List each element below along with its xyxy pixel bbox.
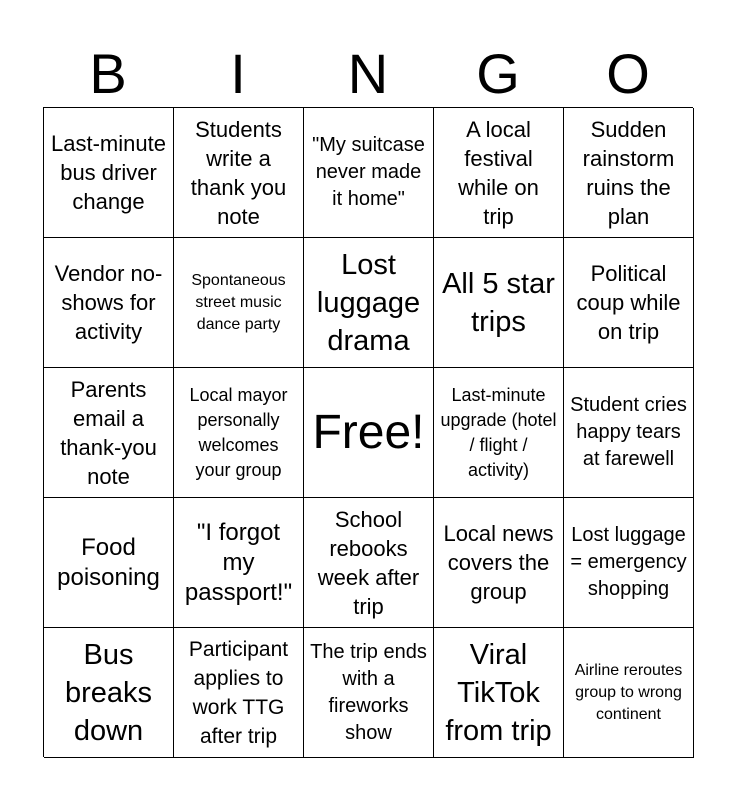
- bingo-cell[interactable]: Local mayor personally welcomes your group: [174, 368, 304, 498]
- bingo-cell[interactable]: "I forgot my passport!": [174, 498, 304, 628]
- bingo-cell[interactable]: Sudden rainstorm ruins the plan: [564, 108, 694, 238]
- header-letter-i: I: [230, 42, 246, 105]
- bingo-cell[interactable]: Bus breaks down: [44, 628, 174, 758]
- bingo-cell[interactable]: Student cries happy tears at farewell: [564, 368, 694, 498]
- bingo-cell[interactable]: Spontaneous street music dance party: [174, 238, 304, 368]
- bingo-free-cell[interactable]: Free!: [304, 368, 434, 498]
- bingo-cell[interactable]: Lost luggage drama: [304, 238, 434, 368]
- bingo-cell[interactable]: Political coup while on trip: [564, 238, 694, 368]
- bingo-cell[interactable]: Vendor no-shows for activity: [44, 238, 174, 368]
- bingo-cell[interactable]: Parents email a thank-you note: [44, 368, 174, 498]
- bingo-cell[interactable]: "My suitcase never made it home": [304, 108, 434, 238]
- bingo-cell[interactable]: Lost luggage = emergency shopping: [564, 498, 694, 628]
- bingo-header: [43, 40, 693, 108]
- bingo-cell[interactable]: Last-minute upgrade (hotel / flight / activity): [434, 368, 564, 498]
- bingo-cell[interactable]: Participant applies to work TTG after trip: [174, 628, 304, 758]
- header-letter-o: O: [606, 42, 650, 105]
- bingo-cell[interactable]: All 5 star trips: [434, 238, 564, 368]
- bingo-cell[interactable]: The trip ends with a fireworks show: [304, 628, 434, 758]
- bingo-cell[interactable]: School rebooks week after trip: [304, 498, 434, 628]
- header-letter-n: N: [347, 42, 389, 105]
- bingo-board: [43, 107, 693, 757]
- bingo-cell[interactable]: Local news covers the group: [434, 498, 564, 628]
- header-letter-b: B: [89, 42, 127, 105]
- bingo-cell[interactable]: Viral TikTok from trip: [434, 628, 564, 758]
- header-letter-g: G: [476, 42, 520, 105]
- bingo-cell[interactable]: Airline reroutes group to wrong continent: [564, 628, 694, 758]
- bingo-cell[interactable]: Food poisoning: [44, 498, 174, 628]
- bingo-cell[interactable]: A local festival while on trip: [434, 108, 564, 238]
- bingo-cell[interactable]: Students write a thank you note: [174, 108, 304, 238]
- bingo-cell[interactable]: Last-minute bus driver change: [44, 108, 174, 238]
